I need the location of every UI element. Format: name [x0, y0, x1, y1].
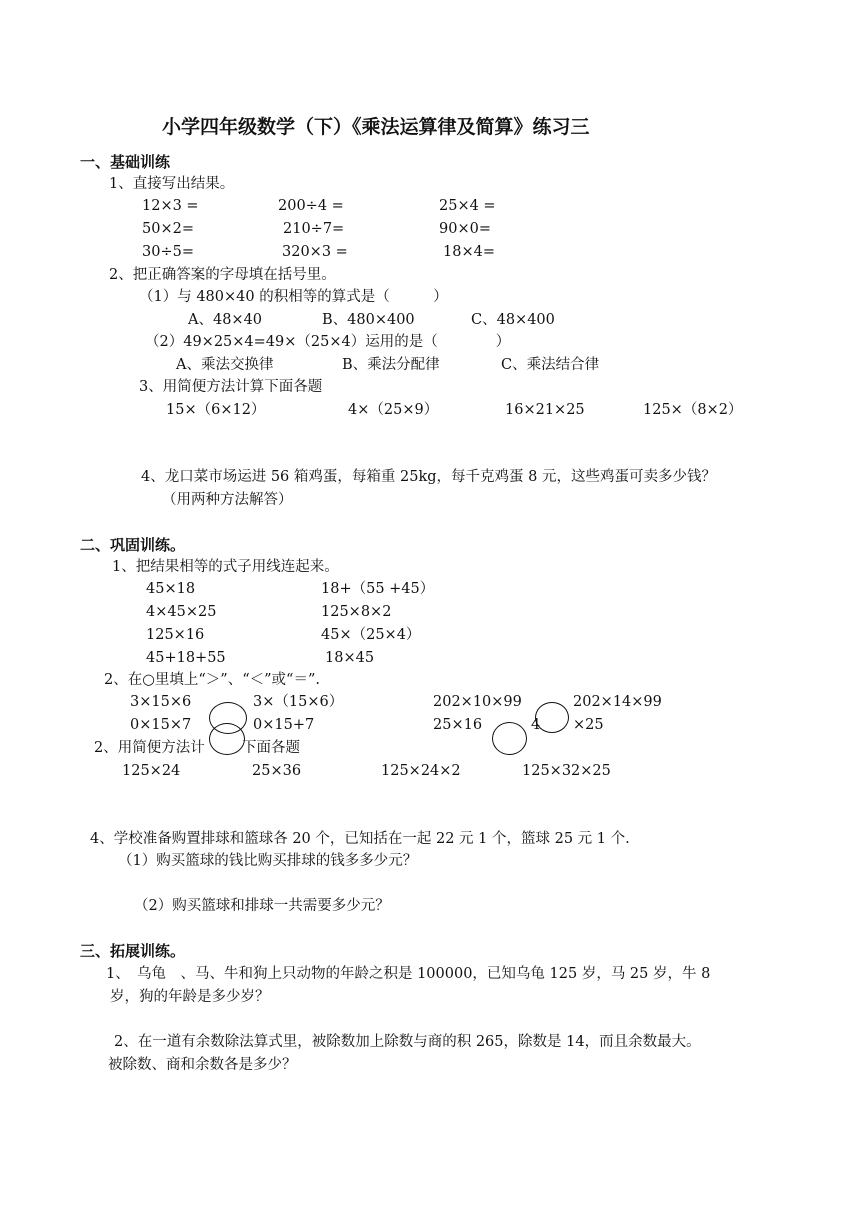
s2-q1-right-item: 45×（25×4）	[321, 627, 421, 643]
s1-q4-text: 4、龙口菜市场运进 56 箱鸡蛋，每箱重 25kg，每千克鸡蛋 8 元，这些鸡蛋可卖多少钱？	[141, 469, 716, 485]
s2-q1-label: 1、把结果相等的式子用线连起来。	[112, 559, 339, 575]
s2-q3-item: 125×24×2	[381, 763, 461, 779]
section-3-heading: 三、拓展训练。	[80, 942, 186, 960]
s2-q4-text: 4、学校准备购置排球和篮球各 20 个，已知括在一起 22 元 1 个，篮球 25 元 1 个.	[90, 831, 630, 847]
section-1-heading: 一、基础训练	[80, 153, 171, 171]
s2-q3-label: 2、用简便方法计	[94, 740, 205, 756]
s1-q2-label: 2、把正确答案的字母填在括号里。	[109, 267, 336, 283]
s3-q1-text-2: 岁，狗的年龄是多少岁？	[110, 989, 270, 1005]
s1-q1-item: 210÷7=	[283, 221, 345, 237]
s2-q2-expr: 202×10×99	[433, 694, 522, 710]
s2-q2-expr: 0×15×7	[130, 717, 192, 733]
s2-q1-right-item: 18×45	[325, 650, 375, 666]
s2-q1-right-item: 125×8×2	[321, 604, 392, 620]
s2-q4-sub2: （2）购买篮球和排球一共需要多少元？	[134, 898, 390, 914]
s3-q2-text-2: 被除数、商和余数各是多少？	[108, 1057, 297, 1073]
s2-q2-expr: 202×14×99	[573, 694, 662, 710]
s2-q2-expr: 0×15+7	[253, 717, 315, 733]
s2-q2-expr: 3×（15×6）	[253, 694, 344, 710]
s2-q1-left-item: 45×18	[146, 581, 196, 597]
s2-q2-expr: ×25	[573, 717, 604, 733]
s1-q1-item: 12×3 =	[142, 198, 199, 214]
section-2-heading: 二、巩固训练。	[80, 536, 186, 554]
s1-q1-label: 1、直接写出结果。	[109, 176, 235, 192]
s1-q1-item: 90×0=	[439, 221, 491, 237]
s2-q3-item: 125×32×25	[522, 763, 611, 779]
s1-q2-sub1-option-b: B、480×400	[322, 312, 415, 328]
s2-q3-item: 125×24	[122, 763, 181, 779]
s2-q3-label-2: 下面各题	[242, 740, 300, 756]
s2-q2-label: 2、在○里填上“＞”、“＜”或“＝”.	[104, 672, 320, 688]
s1-q3-item: 16×21×25	[505, 402, 585, 418]
answer-circle[interactable]	[492, 722, 527, 755]
s1-q2-sub1-option-c: C、48×400	[471, 312, 555, 328]
s1-q2-sub1: （1）与 480×40 的积相等的算式是（ ）	[139, 289, 448, 305]
s1-q1-item: 30÷5=	[142, 244, 194, 260]
s2-q2-expr: 4	[531, 717, 541, 733]
s1-q2-sub1-option-a: A、48×40	[188, 312, 263, 328]
s1-q2-sub2-option-c: C、乘法结合律	[501, 357, 600, 373]
s2-q4-sub1: （1）购买篮球的钱比购买排球的钱多多少元？	[118, 853, 418, 869]
s2-q2-expr: 3×15×6	[130, 694, 192, 710]
s2-q2-expr: 25×16	[433, 717, 483, 733]
s1-q3-item: 125×（8×2）	[643, 402, 743, 418]
page-title: 小学四年级数学（下）《乘法运算律及简算》练习三	[162, 116, 590, 138]
answer-circle[interactable]	[209, 723, 245, 755]
s1-q2-sub2: （2）49×25×4=49×（25×4）运用的是（ ）	[145, 334, 511, 350]
s1-q3-item: 15×（6×12）	[166, 402, 266, 418]
s1-q1-item: 320×3 =	[282, 244, 348, 260]
s1-q1-item: 50×2=	[142, 221, 194, 237]
s1-q2-sub2-option-b: B、乘法分配律	[342, 357, 440, 373]
s2-q1-right-item: 18+（55 +45）	[321, 581, 435, 597]
s1-q1-item: 200÷4 =	[278, 198, 344, 214]
answer-circle[interactable]	[535, 702, 569, 733]
s1-q1-item: 18×4=	[443, 244, 495, 260]
s2-q3-item: 25×36	[252, 763, 302, 779]
s1-q3-label: 3、用简便方法计算下面各题	[139, 379, 323, 395]
s1-q2-sub2-option-a: A、乘法交换律	[176, 357, 274, 373]
s1-q1-item: 25×4 =	[439, 198, 496, 214]
s2-q1-left-item: 125×16	[146, 627, 205, 643]
s1-q3-item: 4×（25×9）	[348, 402, 439, 418]
s2-q1-left-item: 4×45×25	[146, 604, 217, 620]
s3-q2-text: 2、在一道有余数除法算式里，被除数加上除数与商的积 265，除数是 14，而且余数最大。	[114, 1034, 701, 1050]
s3-q1-text: 1、 乌龟 、马、牛和狗上只动物的年龄之积是 100000，已知乌龟 125 岁，马 25 岁，牛 8	[106, 966, 711, 982]
s2-q1-left-item: 45+18+55	[146, 650, 226, 666]
s1-q4-text-2: （用两种方法解答）	[162, 492, 293, 508]
